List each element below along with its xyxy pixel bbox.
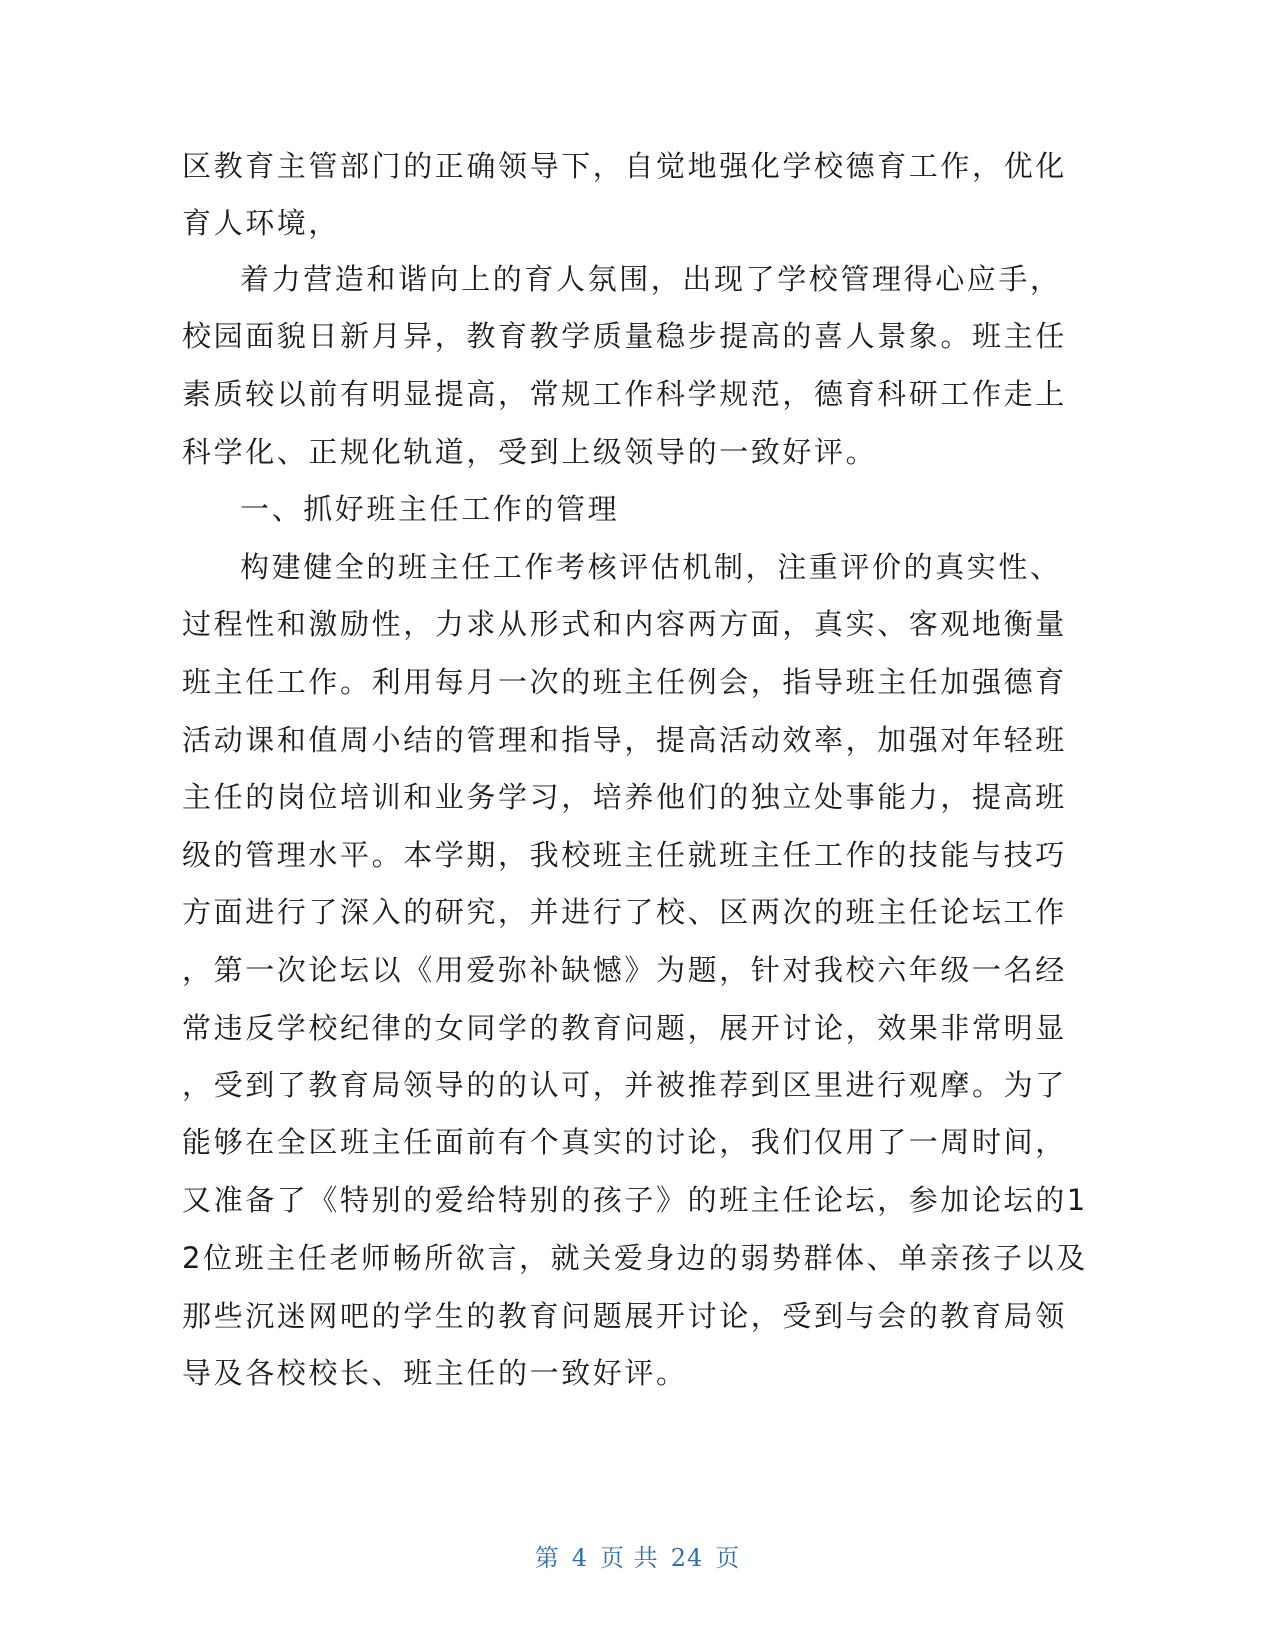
text-line: 级的管理水平。本学期，我校班主任就班主任工作的技能与技巧 xyxy=(182,838,1067,872)
total-pages: 24 xyxy=(670,1544,704,1572)
text-line: 又准备了《特别的爱给特别的孩子》的班主任论坛，参加论坛的1 xyxy=(182,1183,1088,1217)
text-line: 活动课和值周小结的管理和指导，提高活动效率，加强对年轻班 xyxy=(182,723,1067,757)
section-heading: 一、抓好班主任工作的管理 xyxy=(240,492,620,526)
text-line: 2位班主任老师畅所欲言，就关爱身边的弱势群体、单亲孩子以及 xyxy=(182,1241,1088,1275)
text-line: ，第一次论坛以《用爱弥补缺憾》为题，针对我校六年级一名经 xyxy=(182,953,1067,987)
footer-prefix: 第 xyxy=(534,1544,560,1572)
text-line: 那些沉迷网吧的学生的教育问题展开讨论，受到与会的教育局领 xyxy=(182,1299,1067,1333)
text-line: 过程性和激励性，力求从形式和内容两方面，真实、客观地衡量 xyxy=(182,607,1067,641)
page-footer xyxy=(0,1538,1275,1573)
text-line: 校园面貌日新月异，教育教学质量稳步提高的喜人景象。班主任 xyxy=(182,319,1067,353)
paragraph-start-line: 着力营造和谐向上的育人氛围，出现了学校管理得心应手， xyxy=(240,262,1062,296)
text-line: 育人环境， xyxy=(182,206,341,240)
text-line: 主任的岗位培训和业务学习，培养他们的独立处事能力，提高班 xyxy=(182,780,1067,814)
text-line: 区教育主管部门的正确领导下，自觉地强化学校德育工作，优化 xyxy=(182,149,1067,183)
text-line: 科学化、正规化轨道，受到上级领导的一致好评。 xyxy=(182,435,878,469)
text-line: ，受到了教育局领导的的认可，并被推荐到区里进行观摩。为了 xyxy=(182,1068,1067,1102)
page-number: 4 xyxy=(571,1544,589,1572)
text-line: 常违反学校纪律的女同学的教育问题，展开讨论，效果非常明显 xyxy=(182,1011,1067,1045)
paragraph-start-line: 构建健全的班主任工作考核评估机制，注重评价的真实性、 xyxy=(240,550,1062,584)
text-line: 方面进行了深入的研究，并进行了校、区两次的班主任论坛工作 xyxy=(182,895,1067,929)
footer-middle: 页 共 xyxy=(600,1544,659,1572)
text-line: 班主任工作。利用每月一次的班主任例会，指导班主任加强德育 xyxy=(182,665,1067,699)
text-line: 能够在全区班主任面前有个真实的讨论，我们仅用了一周时间， xyxy=(182,1125,1067,1159)
footer-suffix: 页 xyxy=(715,1544,741,1572)
text-line: 素质较以前有明显提高，常规工作科学规范，德育科研工作走上 xyxy=(182,377,1067,411)
text-line: 导及各校校长、班主任的一致好评。 xyxy=(182,1356,688,1390)
